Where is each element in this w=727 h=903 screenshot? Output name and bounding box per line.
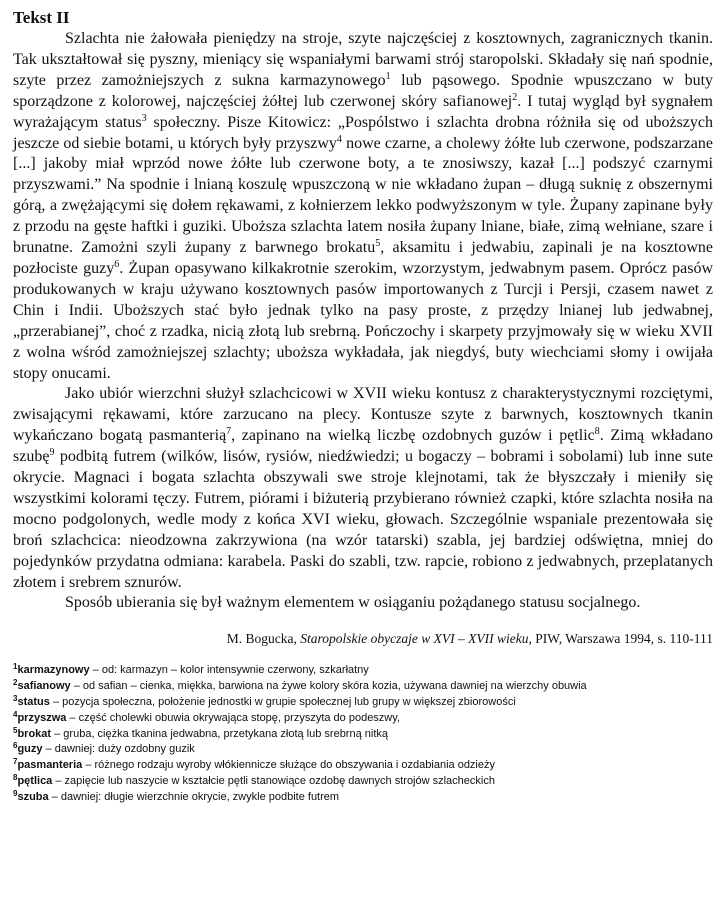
footnote-marker: 2	[512, 91, 518, 103]
footnote-number: 8	[13, 772, 18, 782]
document-title: Tekst II	[13, 8, 70, 27]
footnote-item	[13, 774, 713, 790]
footnote-definition: – różnego rodzaju wyroby włókiennicze służące do obszywania i ozdabiania odzieży	[82, 759, 495, 772]
paragraph-text: Sposób ubierania się był ważnym elementem w osiąganiu pożądanego statusu socjalnego.	[65, 594, 641, 612]
paragraph-text: podbitą futrem (wilków, lisów, rysiów, niedźwiedzi; u bogaczy – bobrami i sobolami) lub inne sute okrycie. Magnaci i bogata szlachta obszywali swe stroje klejnotami, tak że błyszczały i mieniły się wszystkimi kolorami tęczy. Futrem, piórami i biżuterią przybierano również czapki, które szlachta nosiła na mocno podgolonych, wedle mody z końca XVI wieku, głowach. Szczególnie wspaniale prezentowała się broń szlachcica: nieodzowna zakrzywiona (na wzór tatarski) szabla, jej bardziej odświętna, mniej do pojedynków przydatna odmiana: karabela. Paski do szabli, tzw. rapcie, robiono z jedwabnych, przeplatanych złotem i srebrem sznurów.	[13, 448, 713, 591]
footnote-number: 4	[13, 709, 18, 719]
document-page	[13, 8, 713, 806]
footnote-term: karmazynowy	[17, 664, 90, 677]
footnote-number: 6	[13, 741, 18, 751]
footnote-definition: – część cholewki obuwia okrywająca stopę, przyszyta do podeszwy,	[66, 711, 400, 724]
paragraph-text: , aksamitu i jedwabiu, zapinali je na kosztowne pozłociste guzy	[13, 239, 714, 277]
footnote-number: 7	[13, 757, 18, 767]
paragraph-text: społeczny. Pisze Kitowicz: „Pospólstwo i szlachta drobna różniła się od uboższych jeszcze od siebie botami, u których były przyszwy	[13, 113, 714, 152]
footnote-item	[13, 711, 713, 727]
footnote-marker: 1	[385, 70, 391, 82]
footnote-term: brokat	[17, 727, 52, 740]
footnote-item	[13, 679, 713, 695]
paragraph-text: nowe czarne, a cholewy żółte lub czerwone, podszarzane [...] jakoby miał wprzód nowe żółte lub czerwone boty, a te znosiwszy, kazał [...] podszyć czarnymi przyszwami.” Na spodnie i lnianą koszulę wpuszczoną w nie wkładano żupan – długą suknię z obszernymi górą, a zwężającymi się dołem rękawami, z kołnierzem lekko podwyższonym w tyle. Żupany zapinane były z przodu na gęste haftki i guziki. Uboższa szlachta latem nosiła żupany lniane, białe, zimą wełniane, szare i brunatne. Zamożni szyli żupany z barwnego brokatu	[13, 134, 713, 257]
footnote-term: pętlica	[17, 774, 53, 787]
paragraph-text: . Zimą wkładano szubę	[13, 427, 713, 466]
paragraph	[13, 384, 713, 593]
footnote-definition: – dawniej: duży ozdobny guzik	[42, 743, 195, 756]
paragraph-text: , zapinano na wielką liczbę ozdobnych guzów i pętlic	[231, 427, 595, 445]
footnote-marker: 6	[114, 258, 120, 270]
main-text	[13, 29, 713, 614]
footnote-definition: – od safian – cienka, miękka, barwiona na żywe kolory skóra kozia, używana dawniej na wierzchy obuwia	[70, 680, 587, 693]
citation-author: M. Bogucka,	[226, 631, 297, 647]
citation-publisher: , PIW, Warszawa 1994, s. 110-111	[528, 631, 713, 647]
paragraph-text: . Żupan opasywano kilkakrotnie szerokim, wzorzystym, jedwabnym pasem. Oprócz pasów produkowanych w kraju używano kosztownych pasów importowanych z Turcji i Persji, czasem nawet z Chin i Indii. Uboższych stać było jednak tylko na pasy proste, z przędzy lnianej lub jedwabnej, „przerabianej”, choć z rzadka, nicią złotą lub srebrną. Pończochy i skarpety przyjmowały się w wieku XVII z wolna wśród zamożniejszej szlachty; uboższa wykładała, jak niegdyś, buty wiechciami słomy i owijała stopy onucami.	[13, 259, 714, 382]
paragraph-text: lub pąsowego. Spodnie wpuszczano w buty sporządzone z kolorowej, najczęściej żółtej lub czerwonej skóry safianowej	[13, 71, 714, 110]
footnote-marker: 5	[375, 238, 381, 250]
footnote-term: guzy	[17, 743, 43, 756]
paragraph	[13, 29, 713, 384]
source-citation	[13, 630, 713, 647]
footnote-marker: 8	[594, 426, 600, 438]
footnote-marker: 3	[141, 112, 147, 124]
footnote-term: safianowy	[17, 680, 71, 693]
footnote-definition: – dawniej: długie wierzchnie okrycie, zwykle podbite futrem	[48, 790, 340, 803]
footnote-number: 5	[13, 725, 18, 735]
footnote-item	[13, 790, 713, 806]
footnote-item	[13, 727, 713, 743]
footnote-definition: – zapięcie lub naszycie w kształcie pętli stanowiące ozdobę dawnych strojów szlacheckich	[52, 774, 495, 787]
footnotes	[13, 663, 713, 805]
footnote-term: szuba	[17, 790, 49, 803]
footnote-definition: – gruba, ciężka tkanina jedwabna, przetykana złotą lub srebrną nitką	[51, 727, 389, 740]
footnote-item	[13, 663, 713, 679]
paragraph	[13, 593, 713, 614]
footnote-marker: 9	[49, 447, 55, 459]
footnote-number: 2	[13, 678, 18, 688]
paragraph-text: . I tutaj wygląd był sygnałem wyrażającym status	[13, 92, 714, 131]
footnote-number: 3	[13, 693, 18, 703]
footnote-definition: – pozycja społeczna, położenie jednostki w grupie społecznej lub grupy w większej zbiorowości	[49, 695, 516, 708]
footnote-term: przyszwa	[17, 711, 67, 724]
footnote-marker: 4	[336, 133, 342, 145]
footnote-term: pasmanteria	[17, 759, 83, 772]
footnote-item	[13, 742, 713, 758]
footnote-item	[13, 758, 713, 774]
footnote-term: status	[17, 695, 50, 708]
paragraph-text: Szlachta nie żałowała pieniędzy na stroje, szyte najczęściej z kosztownych, zagranicznych tkanin. Tak ukształtował się pyszny, mieniący się wspaniałymi barwami strój staropolski. Składały się nań spodnie, szyte przez zamożniejszych z sukna karmazynowego	[13, 30, 713, 89]
footnote-number: 9	[13, 788, 18, 798]
footnote-number: 1	[13, 662, 18, 672]
footnote-marker: 7	[226, 426, 232, 438]
footnote-definition: – od: karmazyn – kolor intensywnie czerwony, szkarłatny	[89, 664, 369, 677]
citation-book-title: Staropolskie obyczaje w XVI – XVII wieku	[300, 631, 529, 647]
paragraph-text: Jako ubiór wierzchni służył szlachcicowi w XVII wieku kontusz z charakterystycznymi rozciętymi, zwisającymi rękawami, które zarzucano na plecy. Kontusze szyte z barwnych, kosztownych tkanin wykańczano bogatą pasmanterią	[13, 385, 713, 445]
footnote-item	[13, 695, 713, 711]
